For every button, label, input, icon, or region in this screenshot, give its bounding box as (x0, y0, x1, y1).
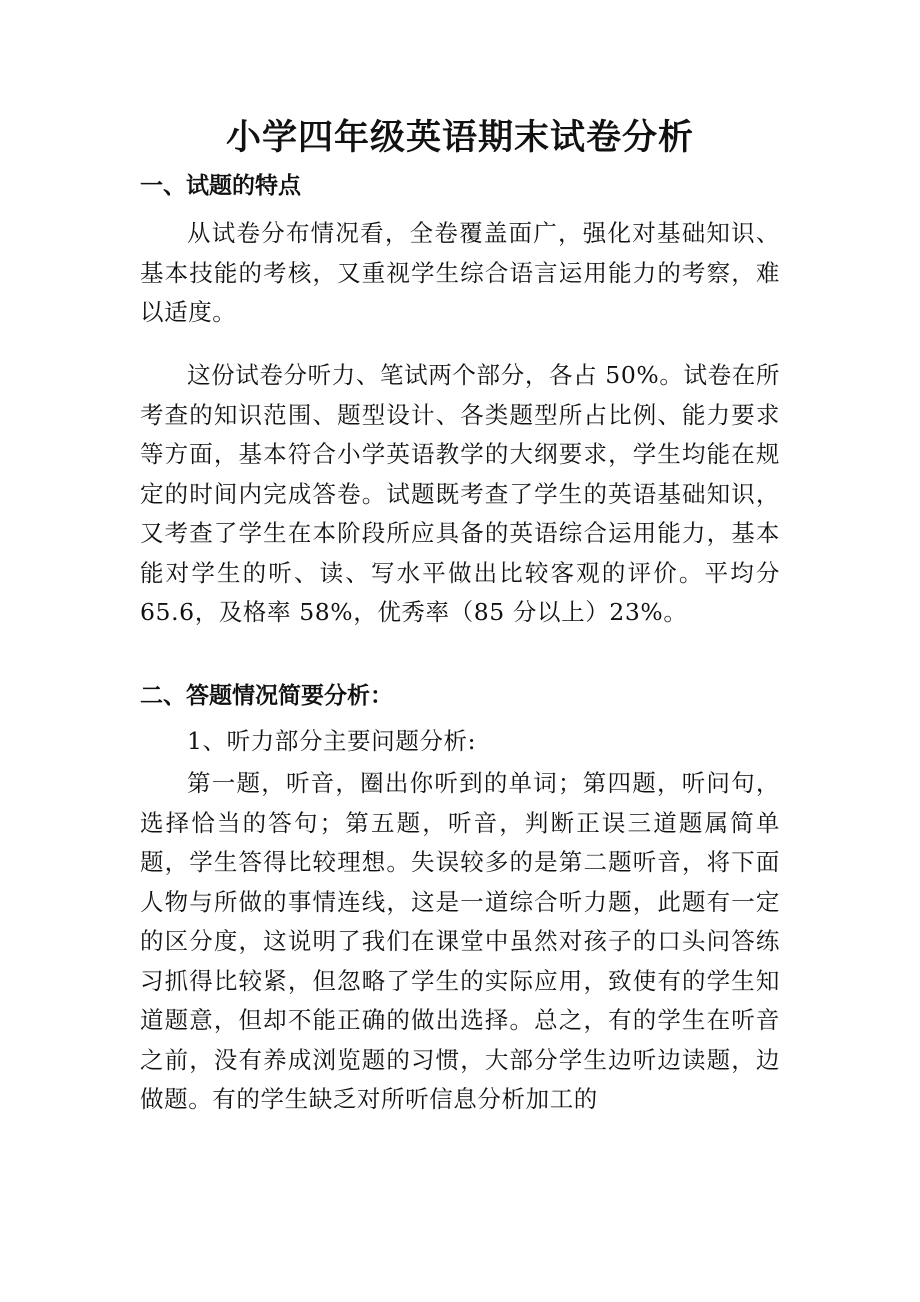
section-heading-analysis: 二、答题情况简要分析： (140, 683, 393, 709)
subheading-listening-analysis: 1、听力部分主要问题分析: (187, 727, 477, 755)
document-title: 小学四年级英语期末试卷分析 (225, 117, 694, 158)
paragraph-listening-details: 第一题，听音，圈出你听到的单词；第四题，听问句，选择恰当的答句；第五题，听音，判断正误三道题属简单题，学生答得比较理想。失误较多的是第二题听音，将下面人物与所做的事情连线，这是一道综合听力题，此题有一定的区分度，这说明了我们在课堂中虽然对孩子的口头问答练习抓得比较紧，但忽略了学生的实际应用，致使有的学生知道题意，但却不能正确的做出选择。总之，有的学生在听音之前，没有养成浏览题的习惯，大部分学生边听边读题，边做题。有的学生缺乏对所听信息分析加工的 (140, 769, 780, 1113)
section-heading-features: 一、试题的特点 (140, 173, 301, 199)
paragraph-coverage: 从试卷分布情况看，全卷覆盖面广，强化对基础知识、基本技能的考核，又重视学生综合语言运用能力的考察，难以适度。 (140, 219, 780, 326)
paragraph-structure-and-scores: 这份试卷分听力、笔试两个部分，各占 50%。试卷在所考查的知识范围、题型设计、各类题型所占比例、能力要求等方面，基本符合小学英语教学的大纲要求，学生均能在规定的时间内完成答卷。试题既考查了学生的英语基础知识，又考查了学生在本阶段所应具备的英语综合运用能力，基本能对学生的听、读、写水平做出比较客观的评价。平均分 65.6，及格率 58%，优秀率（85 分以上）23%。 (140, 361, 780, 626)
